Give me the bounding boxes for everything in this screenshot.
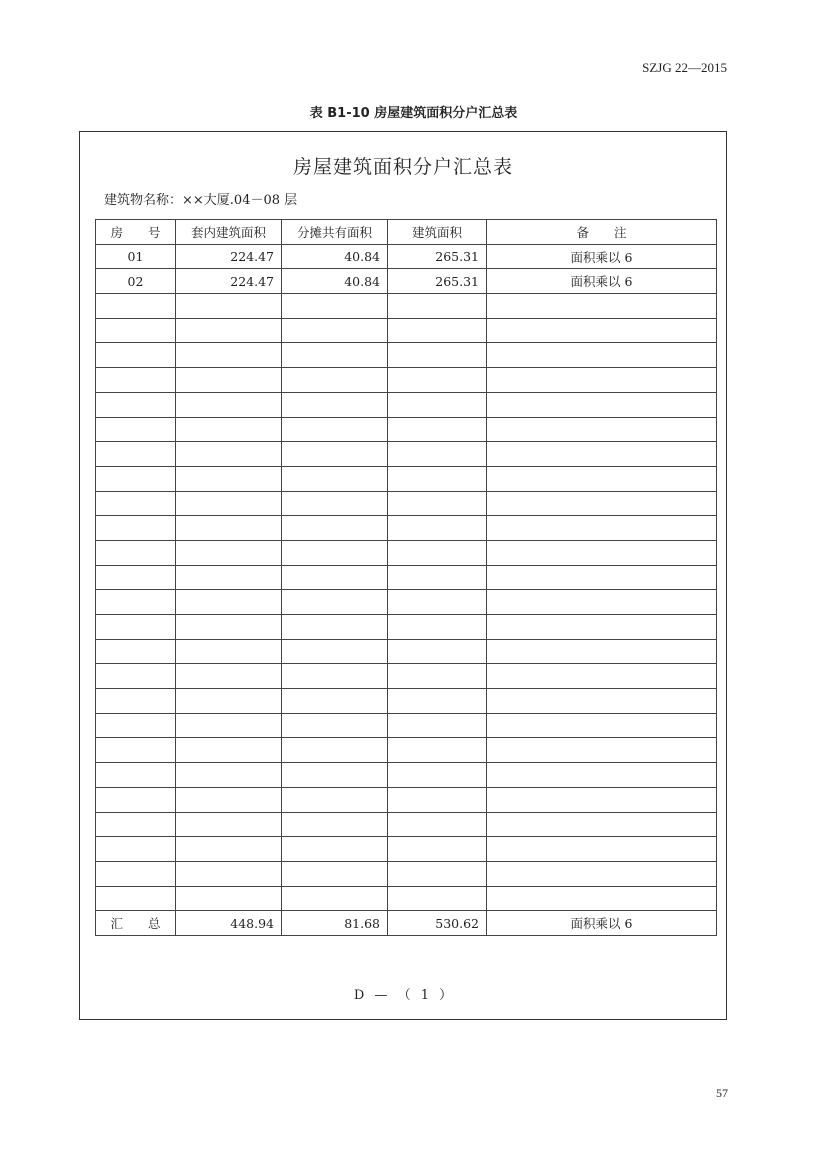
empty-cell	[487, 861, 717, 886]
empty-cell	[388, 812, 487, 837]
empty-cell	[96, 417, 176, 442]
empty-cell	[388, 664, 487, 689]
empty-cell	[487, 417, 717, 442]
empty-row	[96, 368, 717, 393]
empty-cell	[96, 738, 176, 763]
empty-cell	[282, 540, 388, 565]
empty-cell	[282, 343, 388, 368]
empty-cell	[487, 713, 717, 738]
empty-cell	[388, 738, 487, 763]
empty-cell	[96, 639, 176, 664]
empty-cell	[487, 540, 717, 565]
cell-total-shared-area: 81.68	[282, 911, 388, 936]
empty-row	[96, 689, 717, 714]
empty-cell	[388, 763, 487, 788]
empty-cell	[176, 294, 282, 319]
empty-cell	[176, 664, 282, 689]
empty-cell	[388, 639, 487, 664]
empty-cell	[388, 713, 487, 738]
empty-cell	[282, 615, 388, 640]
empty-cell	[96, 442, 176, 467]
empty-row	[96, 861, 717, 886]
empty-cell	[487, 343, 717, 368]
empty-cell	[96, 689, 176, 714]
standard-code: SZJG 22—2015	[642, 60, 727, 75]
empty-row	[96, 442, 717, 467]
page-number: 57	[716, 1086, 728, 1100]
empty-cell	[487, 689, 717, 714]
form-title: 房屋建筑面积分户汇总表	[292, 156, 513, 178]
empty-cell	[96, 886, 176, 911]
empty-cell	[176, 861, 282, 886]
empty-cell	[176, 491, 282, 516]
col-header-building-area: 建筑面积	[388, 220, 487, 245]
empty-row	[96, 392, 717, 417]
table-caption: 表 B1-10 房屋建筑面积分户汇总表	[309, 106, 518, 121]
empty-cell	[487, 318, 717, 343]
empty-cell	[282, 417, 388, 442]
building-name: 建筑物名称：××大厦.04－08 层	[104, 193, 298, 208]
col-header-inner-area: 套内建筑面积	[176, 220, 282, 245]
empty-cell	[388, 837, 487, 862]
empty-cell	[388, 861, 487, 886]
empty-row	[96, 294, 717, 319]
empty-cell	[96, 812, 176, 837]
empty-cell	[388, 886, 487, 911]
cell-note: 面积乘以 6	[487, 244, 717, 269]
empty-cell	[487, 466, 717, 491]
empty-cell	[487, 886, 717, 911]
empty-cell	[487, 615, 717, 640]
empty-row	[96, 466, 717, 491]
empty-row	[96, 540, 717, 565]
empty-cell	[282, 664, 388, 689]
cell-building-area: 265.31	[388, 269, 487, 294]
empty-cell	[388, 318, 487, 343]
empty-cell	[282, 812, 388, 837]
cell-shared-area: 40.84	[282, 244, 388, 269]
empty-cell	[388, 491, 487, 516]
col-header-room: 房 号	[96, 220, 176, 245]
empty-cell	[176, 417, 282, 442]
empty-cell	[282, 787, 388, 812]
empty-cell	[487, 812, 717, 837]
empty-cell	[282, 689, 388, 714]
empty-cell	[176, 763, 282, 788]
empty-row	[96, 837, 717, 862]
empty-cell	[388, 294, 487, 319]
empty-cell	[96, 540, 176, 565]
empty-cell	[388, 540, 487, 565]
cell-building-area: 265.31	[388, 244, 487, 269]
empty-cell	[487, 368, 717, 393]
empty-cell	[388, 368, 487, 393]
empty-row	[96, 738, 717, 763]
form-footer: D — （ 1 ）	[353, 988, 453, 1003]
empty-cell	[282, 590, 388, 615]
empty-cell	[487, 392, 717, 417]
empty-cell	[176, 886, 282, 911]
empty-cell	[176, 318, 282, 343]
cell-total-note: 面积乘以 6	[487, 911, 717, 936]
empty-cell	[176, 590, 282, 615]
empty-cell	[388, 343, 487, 368]
empty-cell	[487, 442, 717, 467]
cell-room: 02	[96, 269, 176, 294]
cell-note: 面积乘以 6	[487, 269, 717, 294]
empty-cell	[96, 664, 176, 689]
form-frame	[79, 131, 727, 1020]
empty-row	[96, 343, 717, 368]
empty-cell	[96, 516, 176, 541]
cell-total-building-area: 530.62	[388, 911, 487, 936]
empty-row	[96, 565, 717, 590]
empty-cell	[282, 392, 388, 417]
empty-cell	[176, 343, 282, 368]
cell-room: 01	[96, 244, 176, 269]
empty-cell	[487, 837, 717, 862]
empty-row	[96, 713, 717, 738]
empty-cell	[487, 294, 717, 319]
empty-cell	[282, 491, 388, 516]
cell-total-label: 汇 总	[96, 911, 176, 936]
cell-inner-area: 224.47	[176, 269, 282, 294]
empty-cell	[96, 713, 176, 738]
empty-cell	[487, 738, 717, 763]
empty-cell	[96, 837, 176, 862]
empty-cell	[388, 787, 487, 812]
empty-cell	[388, 516, 487, 541]
empty-cell	[282, 466, 388, 491]
empty-cell	[96, 763, 176, 788]
empty-row	[96, 417, 717, 442]
empty-cell	[388, 590, 487, 615]
empty-cell	[388, 565, 487, 590]
empty-cell	[96, 590, 176, 615]
empty-row	[96, 516, 717, 541]
empty-cell	[282, 368, 388, 393]
table-row	[96, 244, 717, 269]
empty-cell	[176, 368, 282, 393]
empty-cell	[96, 491, 176, 516]
empty-cell	[176, 787, 282, 812]
empty-cell	[176, 713, 282, 738]
empty-cell	[282, 861, 388, 886]
empty-row	[96, 886, 717, 911]
empty-cell	[282, 639, 388, 664]
empty-row	[96, 615, 717, 640]
empty-cell	[487, 664, 717, 689]
empty-cell	[388, 689, 487, 714]
empty-cell	[388, 442, 487, 467]
empty-row	[96, 812, 717, 837]
empty-cell	[487, 590, 717, 615]
empty-cell	[176, 738, 282, 763]
empty-cell	[388, 392, 487, 417]
cell-shared-area: 40.84	[282, 269, 388, 294]
empty-cell	[282, 886, 388, 911]
area-table-body	[96, 220, 717, 936]
empty-cell	[487, 516, 717, 541]
empty-cell	[487, 763, 717, 788]
empty-cell	[176, 466, 282, 491]
empty-cell	[282, 738, 388, 763]
table-row	[96, 269, 717, 294]
empty-row	[96, 318, 717, 343]
empty-cell	[176, 392, 282, 417]
empty-cell	[96, 318, 176, 343]
empty-cell	[176, 639, 282, 664]
empty-cell	[96, 466, 176, 491]
empty-cell	[96, 368, 176, 393]
empty-cell	[176, 812, 282, 837]
empty-cell	[96, 392, 176, 417]
empty-cell	[176, 565, 282, 590]
empty-cell	[388, 615, 487, 640]
empty-cell	[176, 837, 282, 862]
empty-cell	[176, 516, 282, 541]
empty-cell	[282, 763, 388, 788]
empty-cell	[96, 787, 176, 812]
empty-cell	[176, 615, 282, 640]
cell-total-inner-area: 448.94	[176, 911, 282, 936]
col-header-note: 备 注	[487, 220, 717, 245]
empty-cell	[487, 491, 717, 516]
empty-cell	[282, 442, 388, 467]
empty-cell	[487, 639, 717, 664]
empty-cell	[282, 294, 388, 319]
empty-cell	[282, 516, 388, 541]
empty-row	[96, 491, 717, 516]
empty-cell	[96, 565, 176, 590]
empty-cell	[96, 861, 176, 886]
empty-cell	[388, 466, 487, 491]
empty-row	[96, 639, 717, 664]
area-table	[95, 219, 717, 936]
col-header-shared-area: 分摊共有面积	[282, 220, 388, 245]
total-row	[96, 911, 717, 936]
empty-cell	[282, 318, 388, 343]
empty-cell	[282, 837, 388, 862]
header-row	[96, 220, 717, 245]
empty-cell	[96, 294, 176, 319]
empty-cell	[176, 442, 282, 467]
empty-row	[96, 590, 717, 615]
empty-cell	[96, 343, 176, 368]
empty-cell	[282, 713, 388, 738]
empty-row	[96, 763, 717, 788]
empty-cell	[487, 787, 717, 812]
empty-cell	[176, 689, 282, 714]
empty-cell	[96, 615, 176, 640]
empty-cell	[388, 417, 487, 442]
empty-row	[96, 664, 717, 689]
empty-cell	[282, 565, 388, 590]
empty-cell	[487, 565, 717, 590]
empty-cell	[176, 540, 282, 565]
empty-row	[96, 787, 717, 812]
cell-inner-area: 224.47	[176, 244, 282, 269]
